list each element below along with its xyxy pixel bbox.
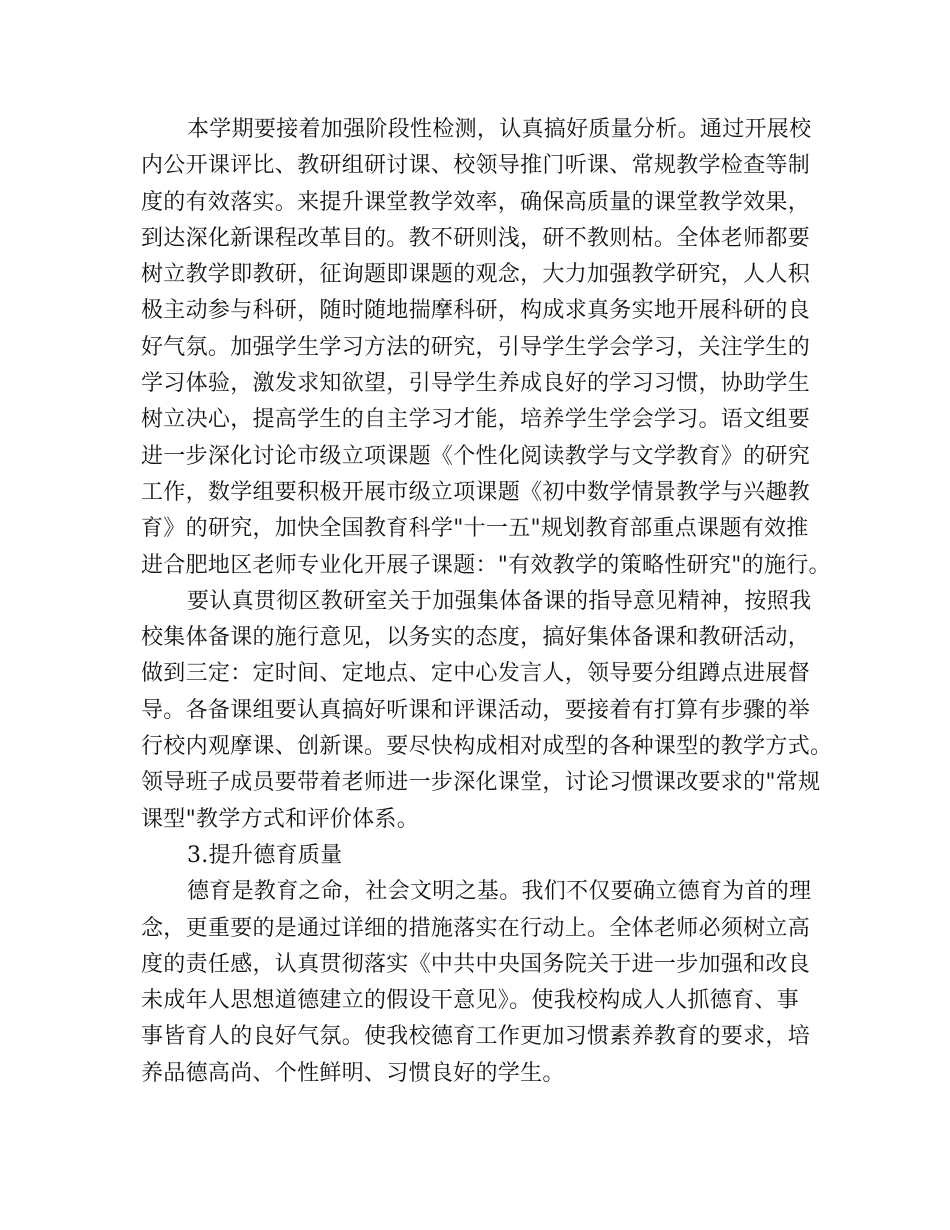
paragraph-line: 学习体验，激发求知欲望，引导学生养成良好的学习习惯，协助学生 (141, 371, 811, 397)
paragraph-line: 事皆育人的良好气氛。使我校德育工作更加习惯素养教育的要求，培 (141, 1024, 811, 1050)
paragraph-line: 进合肥地区老师专业化开展子课题："有效教学的策略性研究"的施行。 (141, 552, 831, 578)
paragraph-line: 做到三定：定时间、定地点、定中心发言人，领导要分组蹲点进展督 (141, 661, 811, 687)
section-heading: 3.提升德育质量 (187, 842, 343, 868)
paragraph-line: 树立教学即教研，征询题即课题的观念，大力加强教学研究，人人积 (141, 262, 811, 288)
paragraph-line: 度的有效落实。来提升课堂教学效率，确保高质量的课堂教学效果， (141, 189, 811, 215)
paragraph-line: 养品德高尚、个性鲜明、习惯良好的学生。 (141, 1060, 565, 1086)
paragraph-line: 领导班子成员要带着老师进一步深化课堂，讨论习惯课改要求的"常规 (141, 770, 821, 796)
paragraph-line: 工作，数学组要积极开展市级立项课题《初中数学情景教学与兴趣教 (141, 479, 811, 505)
document-body (141, 112, 833, 1092)
paragraph-line: 到达深化新课程改革目的。教不研则浅，研不教则枯。全体老师都要 (141, 225, 811, 251)
paragraph-line: 极主动参与科研，随时随地揣摩科研，构成求真务实地开展科研的良 (141, 298, 811, 324)
paragraph-line: 未成年人思想道德建立的假设干意见》。使我校构成人人抓德育、事 (141, 988, 800, 1014)
paragraph-line: 德育是教育之命，社会文明之基。我们不仅要确立德育为首的理 (187, 879, 812, 905)
paragraph-line: 行校内观摩课、创新课。要尽快构成相对成型的各种课型的教学方式。 (141, 734, 833, 760)
paragraph-line: 要认真贯彻区教研室关于加强集体备课的指导意见精神，按照我 (187, 588, 812, 614)
paragraph-line: 度的责任感，认真贯彻落实《中共中央国务院关于进一步加强和改良 (141, 951, 811, 977)
paragraph-line: 育》的研究，加快全国教育科学"十一五"规划教育部重点课题有效推 (141, 516, 809, 542)
paragraph-line: 校集体备课的施行意见，以务实的态度，搞好集体备课和教研活动， (141, 625, 811, 651)
paragraph-line: 念，更重要的是通过详细的措施落实在行动上。全体老师必须树立高 (141, 915, 811, 941)
paragraph-line: 课型"教学方式和评价体系。 (141, 806, 420, 832)
paragraph-line: 树立决心，提高学生的自主学习才能，培养学生学会学习。语文组要 (141, 407, 811, 433)
paragraph-line: 本学期要接着加强阶段性检测，认真搞好质量分析。通过开展校 (187, 117, 812, 142)
paragraph-line: 进一步深化讨论市级立项课题《个性化阅读教学与文学教育》的研究 (141, 443, 811, 469)
paragraph-line: 导。各备课组要认真搞好听课和评课活动，要接着有打算有步骤的举 (141, 697, 811, 723)
paragraph-line: 内公开课评比、教研组研讨课、校领导推门听课、常规教学检查等制 (141, 153, 811, 179)
paragraph-line: 好气氛。加强学生学习方法的研究，引导学生学会学习，关注学生的 (141, 334, 811, 360)
